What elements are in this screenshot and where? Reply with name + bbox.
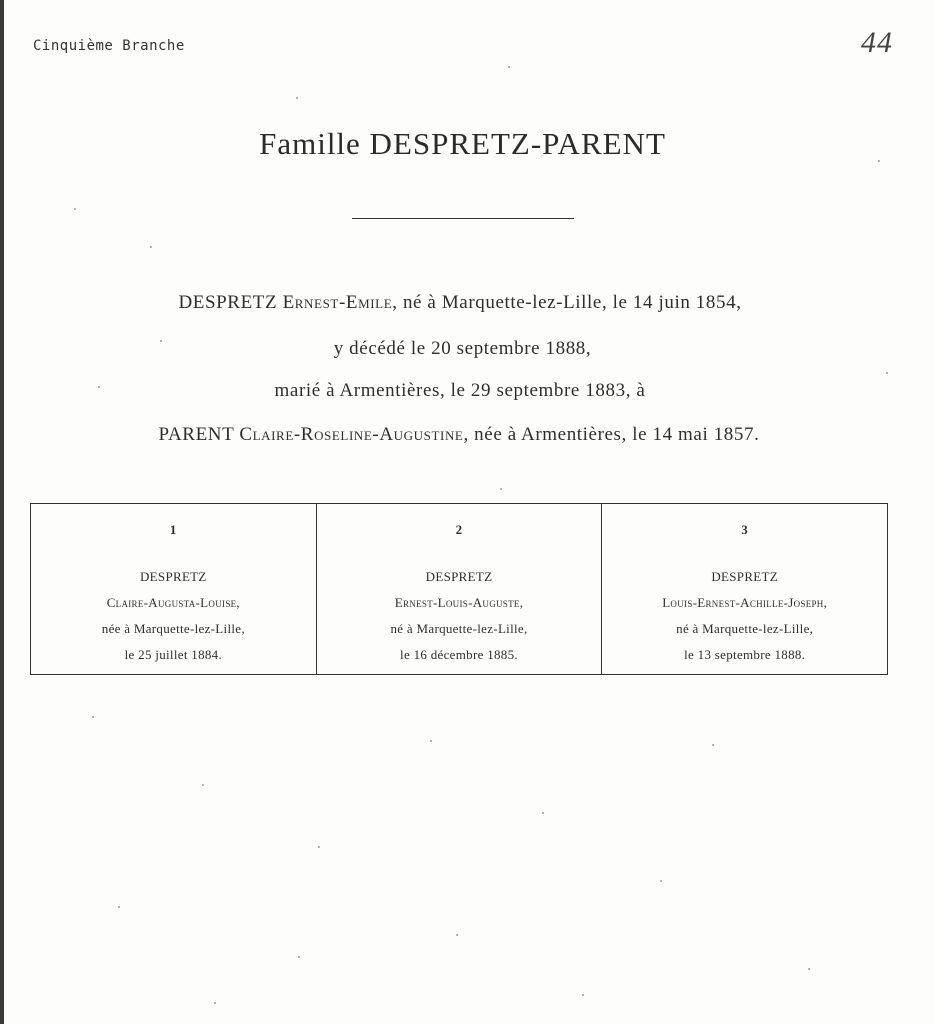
wife-given-names: Claire-Roseline-Augustine [239, 424, 464, 445]
child-cell-2 [316, 504, 602, 674]
child-birthdate: le 25 juillet 1884. [124, 647, 223, 662]
husband-line [0, 292, 920, 314]
title-divider [352, 218, 574, 219]
child-surname: DESPRETZ [139, 569, 207, 584]
wife-birth: , née à Armentières, le 14 mai 1857. [463, 424, 760, 445]
husband-birth: , né à Marquette-lez-Lille, le 14 juin 1854, [392, 292, 742, 313]
page-title: Famille DESPRETZ-PARENT [259, 126, 666, 161]
wife-line [0, 424, 918, 446]
child-number: 2 [455, 522, 463, 537]
child-cell-3 [601, 504, 887, 674]
child-given-names: Louis-Ernest-Achille-Joseph, [662, 595, 828, 610]
child-surname: DESPRETZ [425, 569, 493, 584]
child-birthplace: né à Marquette-lez-Lille, [676, 621, 814, 636]
child-number: 1 [169, 522, 177, 537]
child-given-names: Claire-Augusta-Louise, [106, 595, 240, 610]
child-birthplace: né à Marquette-lez-Lille, [390, 621, 528, 636]
wife-surname: PARENT [158, 424, 234, 445]
husband-death-line: y décédé le 20 septembre 1888, [333, 338, 592, 359]
child-birthplace: née à Marquette-lez-Lille, [101, 621, 245, 636]
child-birthdate: le 16 décembre 1885. [400, 647, 518, 662]
branch-label: Cinquième Branche [33, 38, 185, 54]
children-table [30, 503, 888, 675]
page-number: 44 [861, 26, 893, 59]
husband-surname: DESPRETZ [178, 292, 278, 313]
child-birthdate: le 13 septembre 1888. [684, 647, 806, 662]
child-given-names: Ernest-Louis-Auguste, [394, 595, 524, 610]
child-cell-1 [31, 504, 316, 674]
marriage-line: marié à Armentières, le 29 septembre 1883, à [274, 380, 646, 401]
child-surname: DESPRETZ [711, 569, 779, 584]
husband-given-names: Ernest-Emile [282, 292, 393, 313]
child-number: 3 [741, 522, 749, 537]
